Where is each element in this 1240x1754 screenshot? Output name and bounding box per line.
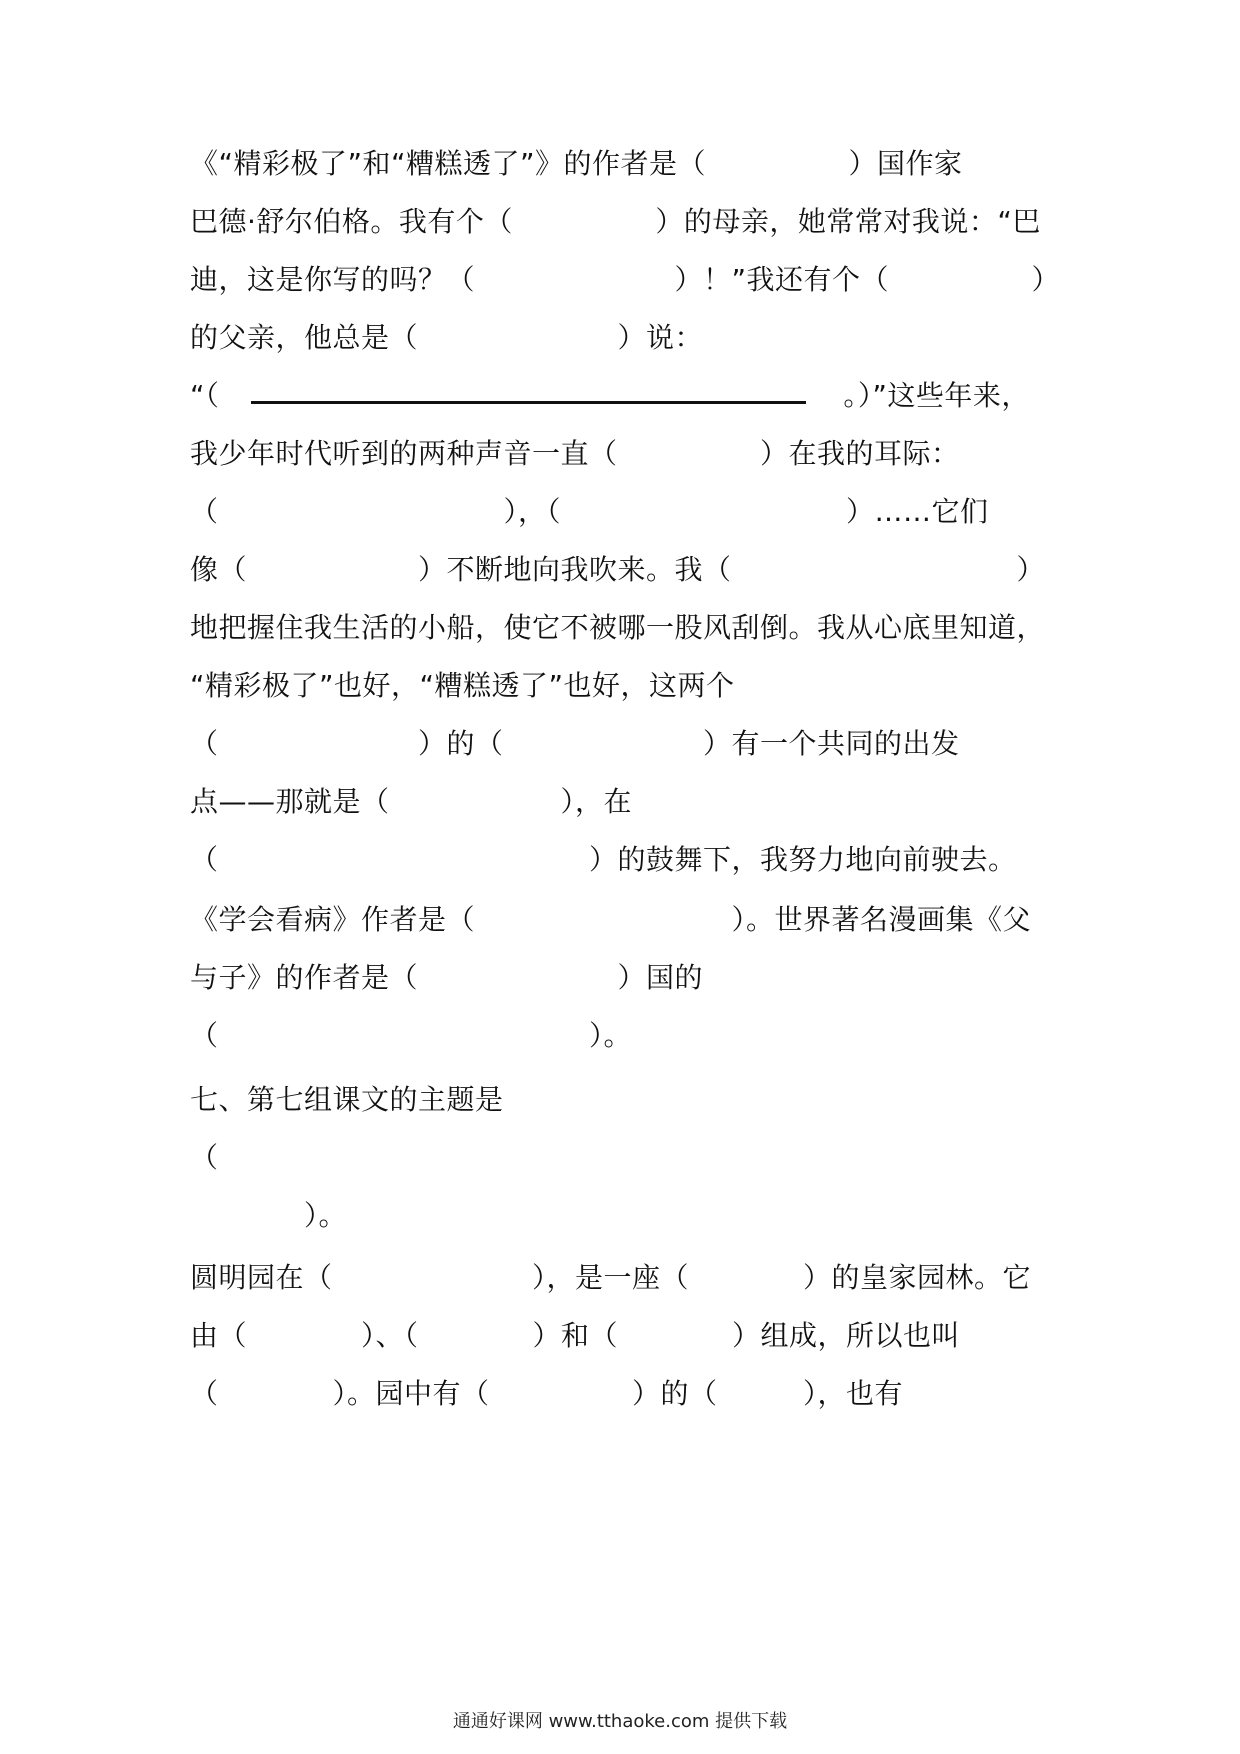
- line-text: （ ）的（ ）有一个共同的出发: [190, 727, 960, 760]
- line-text: 点——那就是（ ），在: [190, 785, 633, 818]
- text-line-21: [190, 1314, 1070, 1358]
- answer-underline: [251, 401, 806, 404]
- line-text: （ ），（ ）……它们: [190, 495, 989, 528]
- text-line-4: [190, 316, 1070, 360]
- line-text: 与子》的作者是（ ）国的: [190, 961, 704, 994]
- line-text: 像（ ）不断地向我吹来。我（ ）: [190, 553, 1046, 586]
- line-text: （ ）。园中有（ ）的（ ），也有: [190, 1377, 904, 1410]
- text-line-1: [190, 142, 1070, 186]
- line-text: （: [190, 1141, 219, 1174]
- text-line-11: [190, 722, 1070, 766]
- text-line-10: [190, 664, 1070, 708]
- text-line-13: [190, 838, 1070, 882]
- line-text: 的父亲，他总是（ ）说：: [190, 321, 704, 354]
- text-line-18: [190, 1136, 1070, 1180]
- text-line-5: [190, 374, 1070, 418]
- heading-text: 七、第七组课文的主题是: [190, 1083, 504, 1116]
- text-line-7: [190, 490, 1070, 534]
- text-line-19: [190, 1194, 1070, 1238]
- line-text: “精彩极了”也好，“糟糕透了”也好，这两个: [190, 669, 735, 702]
- line-text: 《学会看病》作者是（ ）。世界著名漫画集《父: [190, 903, 1032, 936]
- section-heading: [190, 1078, 1070, 1122]
- line-text: 巴德·舒尔伯格。我有个（ ）的母亲，她常常对我说：“巴: [190, 205, 1041, 238]
- text-line-15: [190, 956, 1070, 1000]
- line-text-open: “（: [190, 379, 220, 412]
- text-line-22: [190, 1372, 1070, 1416]
- text-line-8: [190, 548, 1070, 592]
- line-text: （ ）。: [190, 1019, 633, 1052]
- text-line-16: [190, 1014, 1070, 1058]
- line-text: 我少年时代听到的两种声音一直（ ）在我的耳际：: [190, 437, 960, 470]
- text-line-20: [190, 1256, 1070, 1300]
- footer-credit: 通通好课网 www.tthaoke.com 提供下载: [452, 1711, 788, 1732]
- text-line-14: [190, 898, 1070, 942]
- line-text: ）。: [190, 1199, 348, 1232]
- text-line-9: [190, 606, 1070, 650]
- line-text: （ ）的鼓舞下，我努力地向前驶去。: [190, 843, 1017, 876]
- text-line-3: [190, 258, 1070, 302]
- text-line-2: [190, 200, 1070, 244]
- text-line-12: [190, 780, 1070, 824]
- line-text: 迪，这是你写的吗？（ ）！”我还有个（ ）: [190, 263, 1061, 296]
- line-text: 《“精彩极了”和“糟糕透了”》的作者是（ ）国作家: [190, 147, 963, 180]
- line-text: 地把握住我生活的小船，使它不被哪一股风刮倒。我从心底里知道，: [190, 611, 1046, 644]
- line-text: 圆明园在（ ），是一座（ ）的皇家园林。它: [190, 1261, 1032, 1294]
- line-text: 由（ ）、（ ）和（ ）组成，所以也叫: [190, 1319, 961, 1352]
- line-text-close: 。）”这些年来，: [843, 379, 1030, 412]
- text-line-6: [190, 432, 1070, 476]
